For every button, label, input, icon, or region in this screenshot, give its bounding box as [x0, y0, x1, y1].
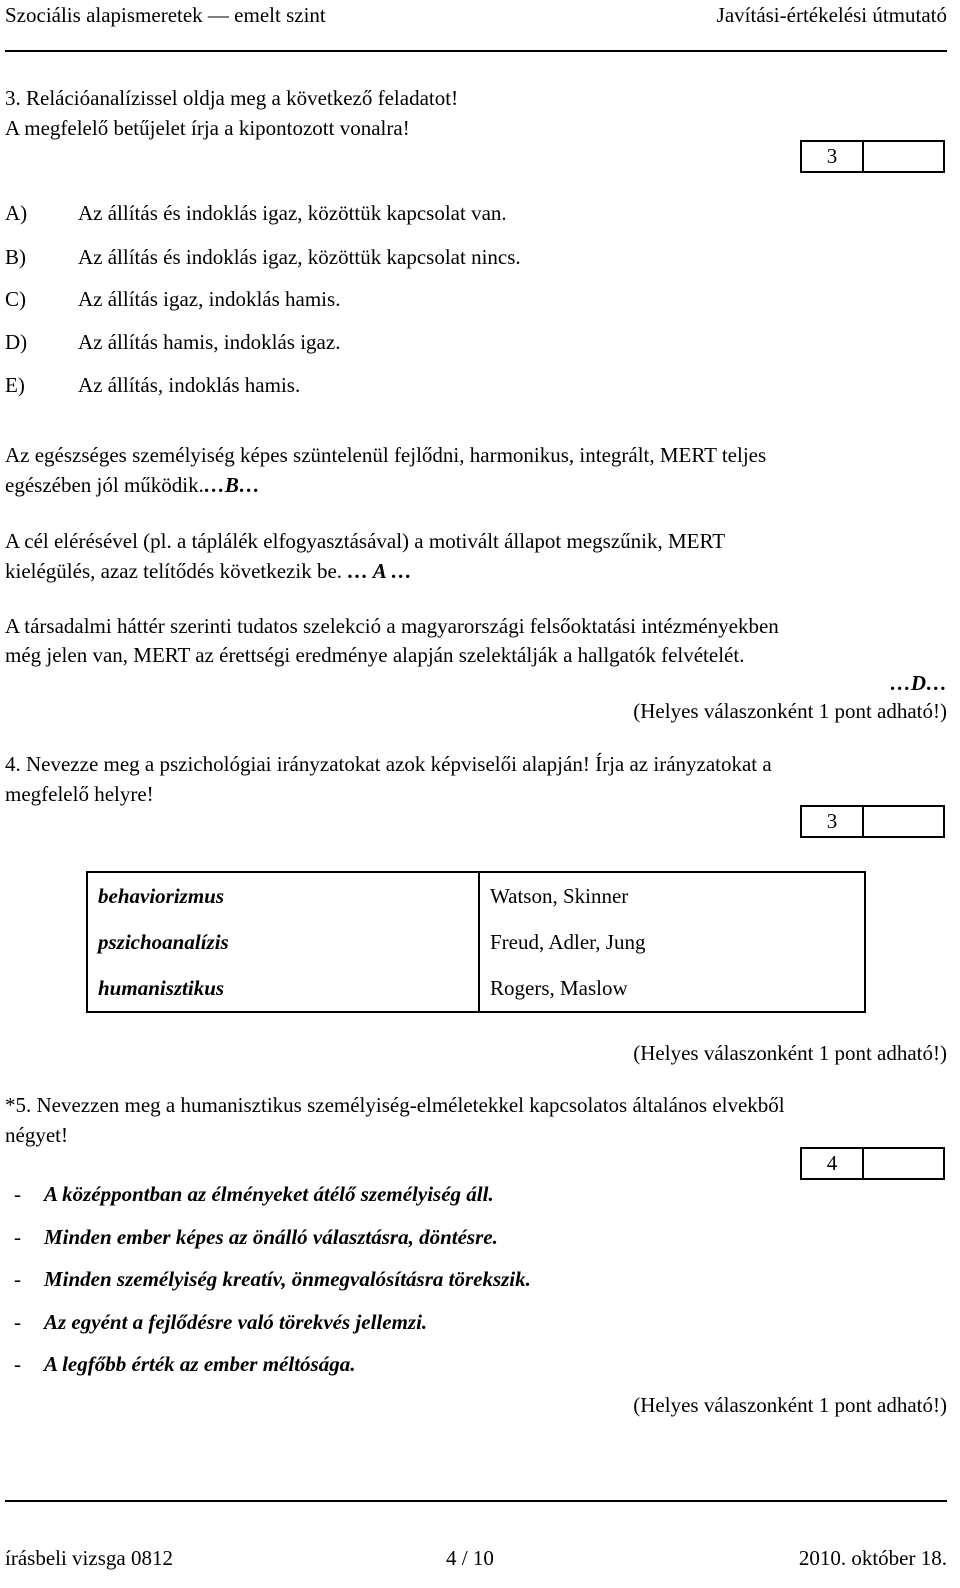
list-item — [14, 1225, 498, 1250]
trend-cell: pszichoanalízis — [87, 919, 479, 965]
q3-item-line2 — [5, 559, 412, 584]
q4-title-line2: megfelelő helyre! — [5, 782, 154, 806]
footer-rule — [5, 1500, 947, 1502]
q4-title-line1: 4. Nevezze meg a pszichológiai irányzatokat azok képviselői alapján! Írja az irányzatokat a — [5, 752, 772, 776]
q5-note: (Helyes válaszonként 1 pont adható!) — [633, 1393, 947, 1417]
list-item-text: A legfőbb érték az ember méltósága. — [44, 1352, 356, 1376]
list-dash: - — [14, 1182, 21, 1206]
option-text: Az állítás igaz, indoklás hamis. — [78, 287, 341, 311]
people-cell: Rogers, Maslow — [490, 975, 628, 1000]
trend-cell: humanisztikus — [87, 965, 479, 1012]
option-text: Az állítás és indoklás igaz, közöttük kapcsolat nincs. — [78, 245, 521, 269]
q3-title-line2: A megfelelő betűjelet írja a kipontozott vonalra! — [5, 116, 410, 140]
q3-item-line2-text: kielégülés, azaz telítődés következik be. — [5, 559, 343, 583]
header-rule — [5, 50, 947, 52]
header-right: Javítási-értékelési útmutató — [716, 3, 947, 27]
option-letter: A) — [5, 201, 28, 225]
list-item-text: Minden ember képes az önálló választásra, döntésre. — [44, 1225, 498, 1249]
q4-points: 3 — [802, 807, 864, 836]
list-item — [14, 1352, 356, 1377]
option-text: Az állítás hamis, indoklás igaz. — [78, 330, 341, 354]
q5-title-line1: *5. Nevezzen meg a humanisztikus személyiség-elméletekkel kapcsolatos általános elvekből — [5, 1093, 785, 1117]
option-text: Az állítás, indoklás hamis. — [78, 373, 301, 397]
q3-points-box — [800, 140, 945, 173]
list-item — [14, 1310, 428, 1335]
footer-left: írásbeli vizsga 0812 — [5, 1546, 173, 1570]
list-dash: - — [14, 1267, 21, 1291]
list-dash: - — [14, 1225, 21, 1249]
q3-points: 3 — [802, 142, 864, 171]
q3-item-line1: Az egészséges személyiség képes szüntelenül fejlődni, harmonikus, integrált, MERT teljes — [5, 443, 767, 467]
q3-note: (Helyes válaszonként 1 pont adható!) — [633, 699, 947, 723]
q3-item-line1: A társadalmi háttér szerinti tudatos szelekció a magyarországi felsőoktatási intézményekben — [5, 614, 779, 638]
q5-title-line2: négyet! — [5, 1123, 68, 1147]
q3-title-line1: 3. Relációanalízissel oldja meg a következő feladatot! — [5, 86, 459, 110]
q4-answer-table — [86, 871, 866, 1013]
q3-item-answer: … A … — [347, 559, 412, 583]
list-dash: - — [14, 1310, 21, 1334]
q3-item-line2 — [5, 473, 260, 498]
option-letter: D) — [5, 330, 28, 354]
option-text: Az állítás és indoklás igaz, közöttük kapcsolat van. — [78, 201, 507, 225]
footer-center: 4 / 10 — [446, 1546, 494, 1570]
option-letter: E) — [5, 373, 25, 397]
list-item — [14, 1267, 531, 1292]
q3-item-line2: még jelen van, MERT az érettségi eredménye alapján szelektálják a hallgatók felvételét. — [5, 643, 745, 667]
q5-points: 4 — [802, 1149, 864, 1178]
q4-note: (Helyes válaszonként 1 pont adható!) — [633, 1041, 947, 1065]
list-item-text: A középpontban az élményeket átélő személyiség áll. — [44, 1182, 494, 1206]
list-dash: - — [14, 1352, 21, 1376]
trend-cell: behaviorizmus — [87, 872, 479, 919]
header-left: Szociális alapismeretek — emelt szint — [5, 3, 326, 27]
table-row — [87, 919, 865, 965]
table-row — [87, 872, 865, 919]
q3-item-answer: …D… — [889, 671, 947, 695]
q5-points-box — [800, 1147, 945, 1180]
list-item-text: Az egyént a fejlődésre való törekvés jellemzi. — [44, 1310, 428, 1334]
q3-item-answer: …B… — [203, 473, 260, 497]
list-item-text: Minden személyiség kreatív, önmegvalósításra törekszik. — [44, 1267, 531, 1291]
people-cell: Watson, Skinner — [490, 883, 629, 908]
table-row — [87, 965, 865, 1012]
q3-item-line1: A cél elérésével (pl. a táplálék elfogyasztásával) a motivált állapot megszűnik, MERT — [5, 529, 726, 553]
footer-right: 2010. október 18. — [798, 1546, 947, 1570]
list-item — [14, 1182, 494, 1207]
q3-item-line2-text: egészében jól működik. — [5, 473, 204, 497]
people-cell: Freud, Adler, Jung — [490, 929, 646, 954]
q4-points-box — [800, 805, 945, 838]
option-letter: C) — [5, 287, 26, 311]
option-letter: B) — [5, 245, 26, 269]
